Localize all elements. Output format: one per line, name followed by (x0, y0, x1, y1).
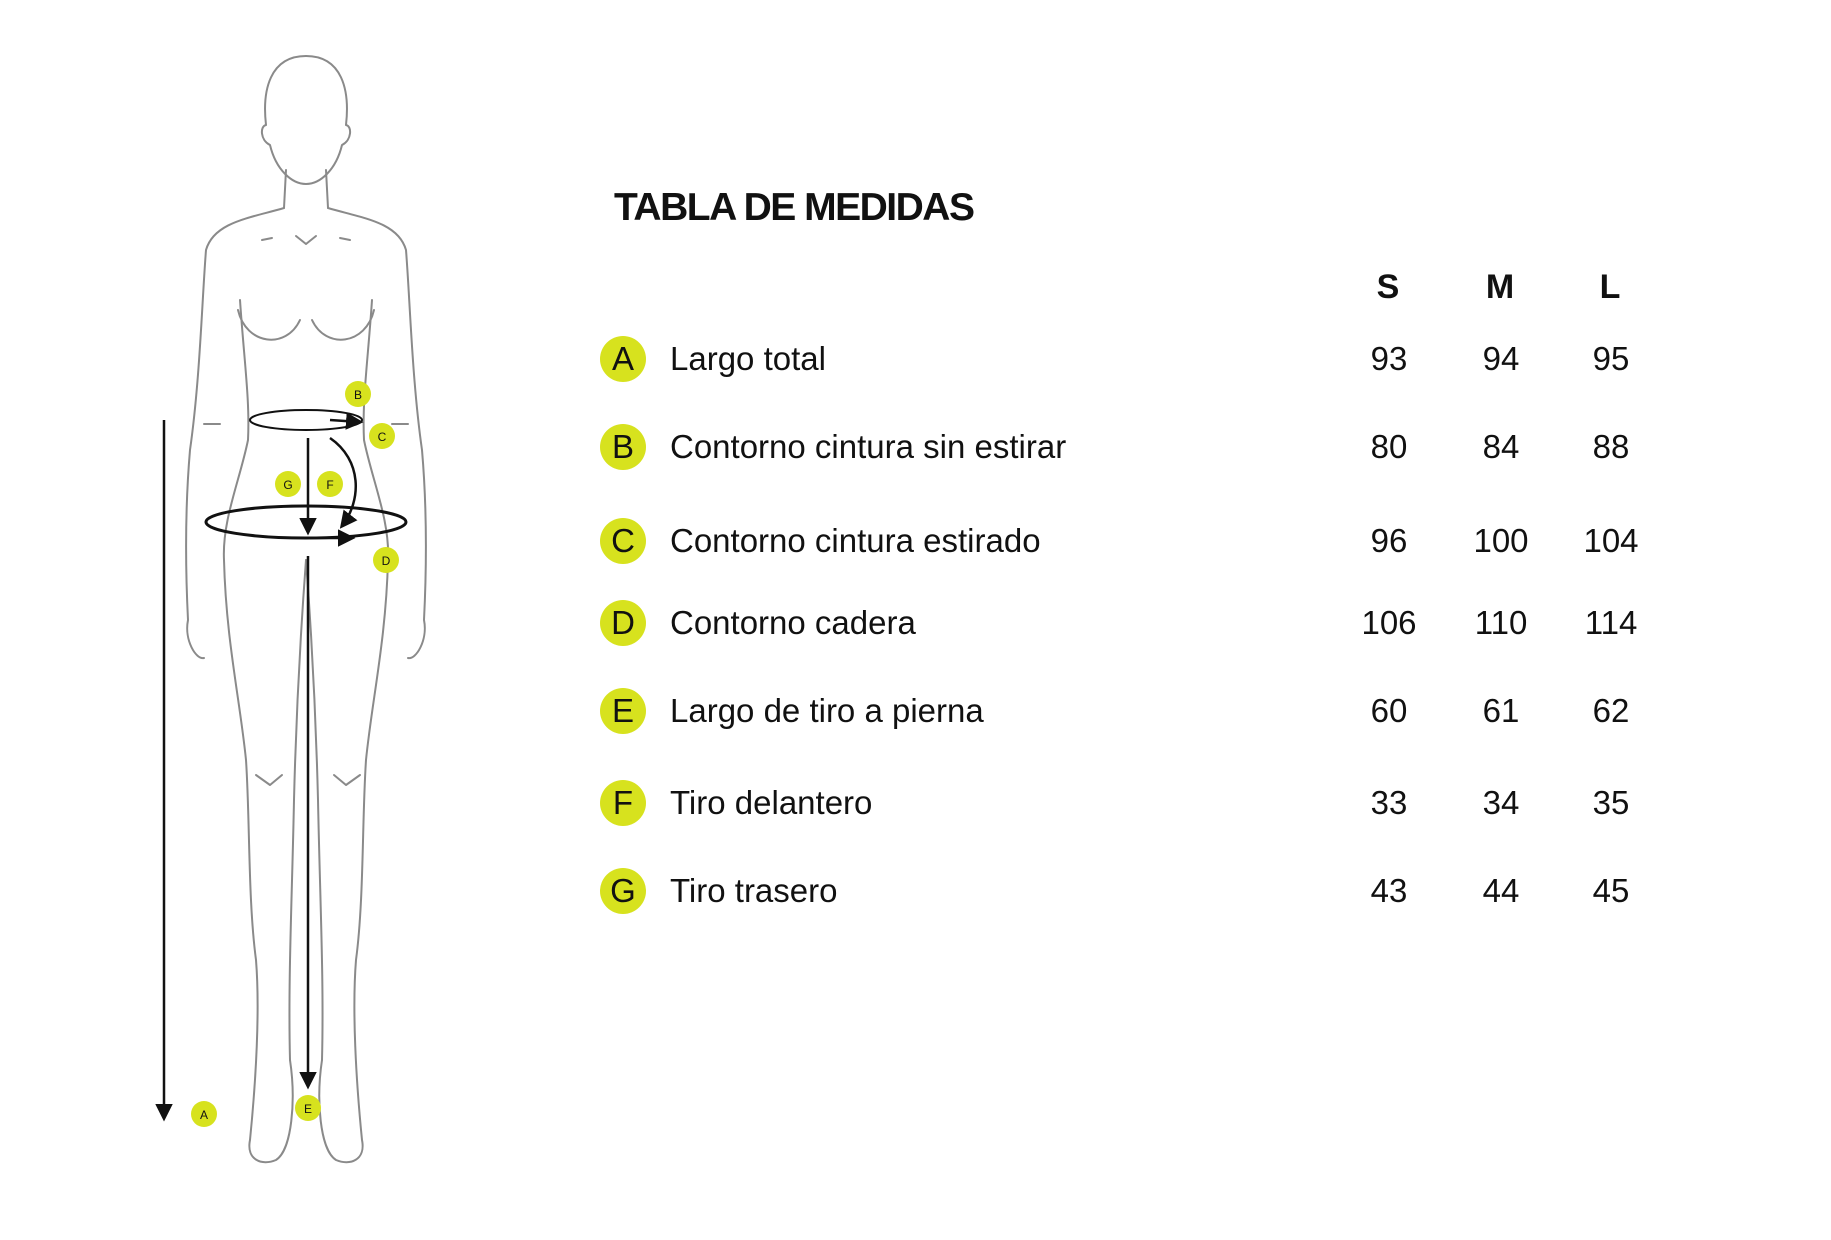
marker-d-label: D (381, 554, 391, 568)
measurement-value-s: 106 (1361, 604, 1417, 641)
measurement-value-s: 96 (1370, 522, 1408, 559)
measurement-value-m: 94 (1482, 340, 1520, 377)
measurement-code-badge: F (600, 780, 646, 826)
marker-e-label: E (303, 1102, 313, 1116)
marker-a (191, 1101, 217, 1127)
measurement-value-m: 61 (1482, 692, 1520, 729)
table-row (0, 518, 1831, 578)
measurement-value-s: 33 (1370, 784, 1408, 821)
measurement-value-l: 35 (1592, 784, 1630, 821)
measurement-value-l: 45 (1592, 872, 1630, 909)
measurement-label: Contorno cintura sin estirar (670, 428, 1067, 465)
measurement-code-badge: B (600, 424, 646, 470)
measurement-value-s: 93 (1370, 340, 1408, 377)
measurement-label: Tiro trasero (670, 872, 838, 909)
measurement-value-m: 84 (1482, 428, 1520, 465)
measurement-value-m: 34 (1482, 784, 1520, 821)
table-row (0, 868, 1831, 928)
size-header-l: L (1599, 268, 1621, 306)
marker-c-label: C (377, 430, 387, 444)
marker-a-label: A (199, 1108, 209, 1122)
measurement-value-l: 62 (1592, 692, 1630, 729)
measurement-code-badge: G (600, 868, 646, 914)
measurement-lines (164, 410, 406, 1118)
marker-f-label: F (326, 478, 334, 492)
measurement-code-badge: C (600, 518, 646, 564)
page-title: TABLA DE MEDIDAS (614, 186, 974, 229)
size-header-m: M (1485, 268, 1515, 306)
measurement-value-m: 44 (1482, 872, 1520, 909)
marker-b-label: B (353, 388, 363, 402)
measurement-label: Largo de tiro a pierna (670, 692, 984, 729)
table-row (0, 780, 1831, 840)
measurement-value-s: 80 (1370, 428, 1408, 465)
measurement-label: Tiro delantero (670, 784, 873, 821)
measurement-value-s: 60 (1370, 692, 1408, 729)
measurement-value-m: 110 (1474, 604, 1528, 641)
marker-e (295, 1095, 321, 1121)
measurement-value-l: 95 (1592, 340, 1630, 377)
measurement-code-badge: D (600, 600, 646, 646)
measurement-code-badge: E (600, 688, 646, 734)
size-header-s: S (1376, 268, 1400, 306)
table-row (0, 336, 1831, 396)
table-row (0, 424, 1831, 484)
measurement-label: Contorno cadera (670, 604, 916, 641)
measurement-value-s: 43 (1370, 872, 1408, 909)
marker-g-label: G (283, 478, 293, 492)
measurement-label: Largo total (670, 340, 826, 377)
measurement-code-badge: A (600, 336, 646, 382)
measurement-value-l: 88 (1592, 428, 1630, 465)
measurement-value-m: 100 (1473, 522, 1529, 559)
measurement-value-l: 104 (1583, 522, 1639, 559)
measurement-label: Contorno cintura estirado (670, 522, 1041, 559)
measurement-value-l: 114 (1584, 604, 1638, 641)
table-row (0, 600, 1831, 660)
table-row (0, 688, 1831, 748)
